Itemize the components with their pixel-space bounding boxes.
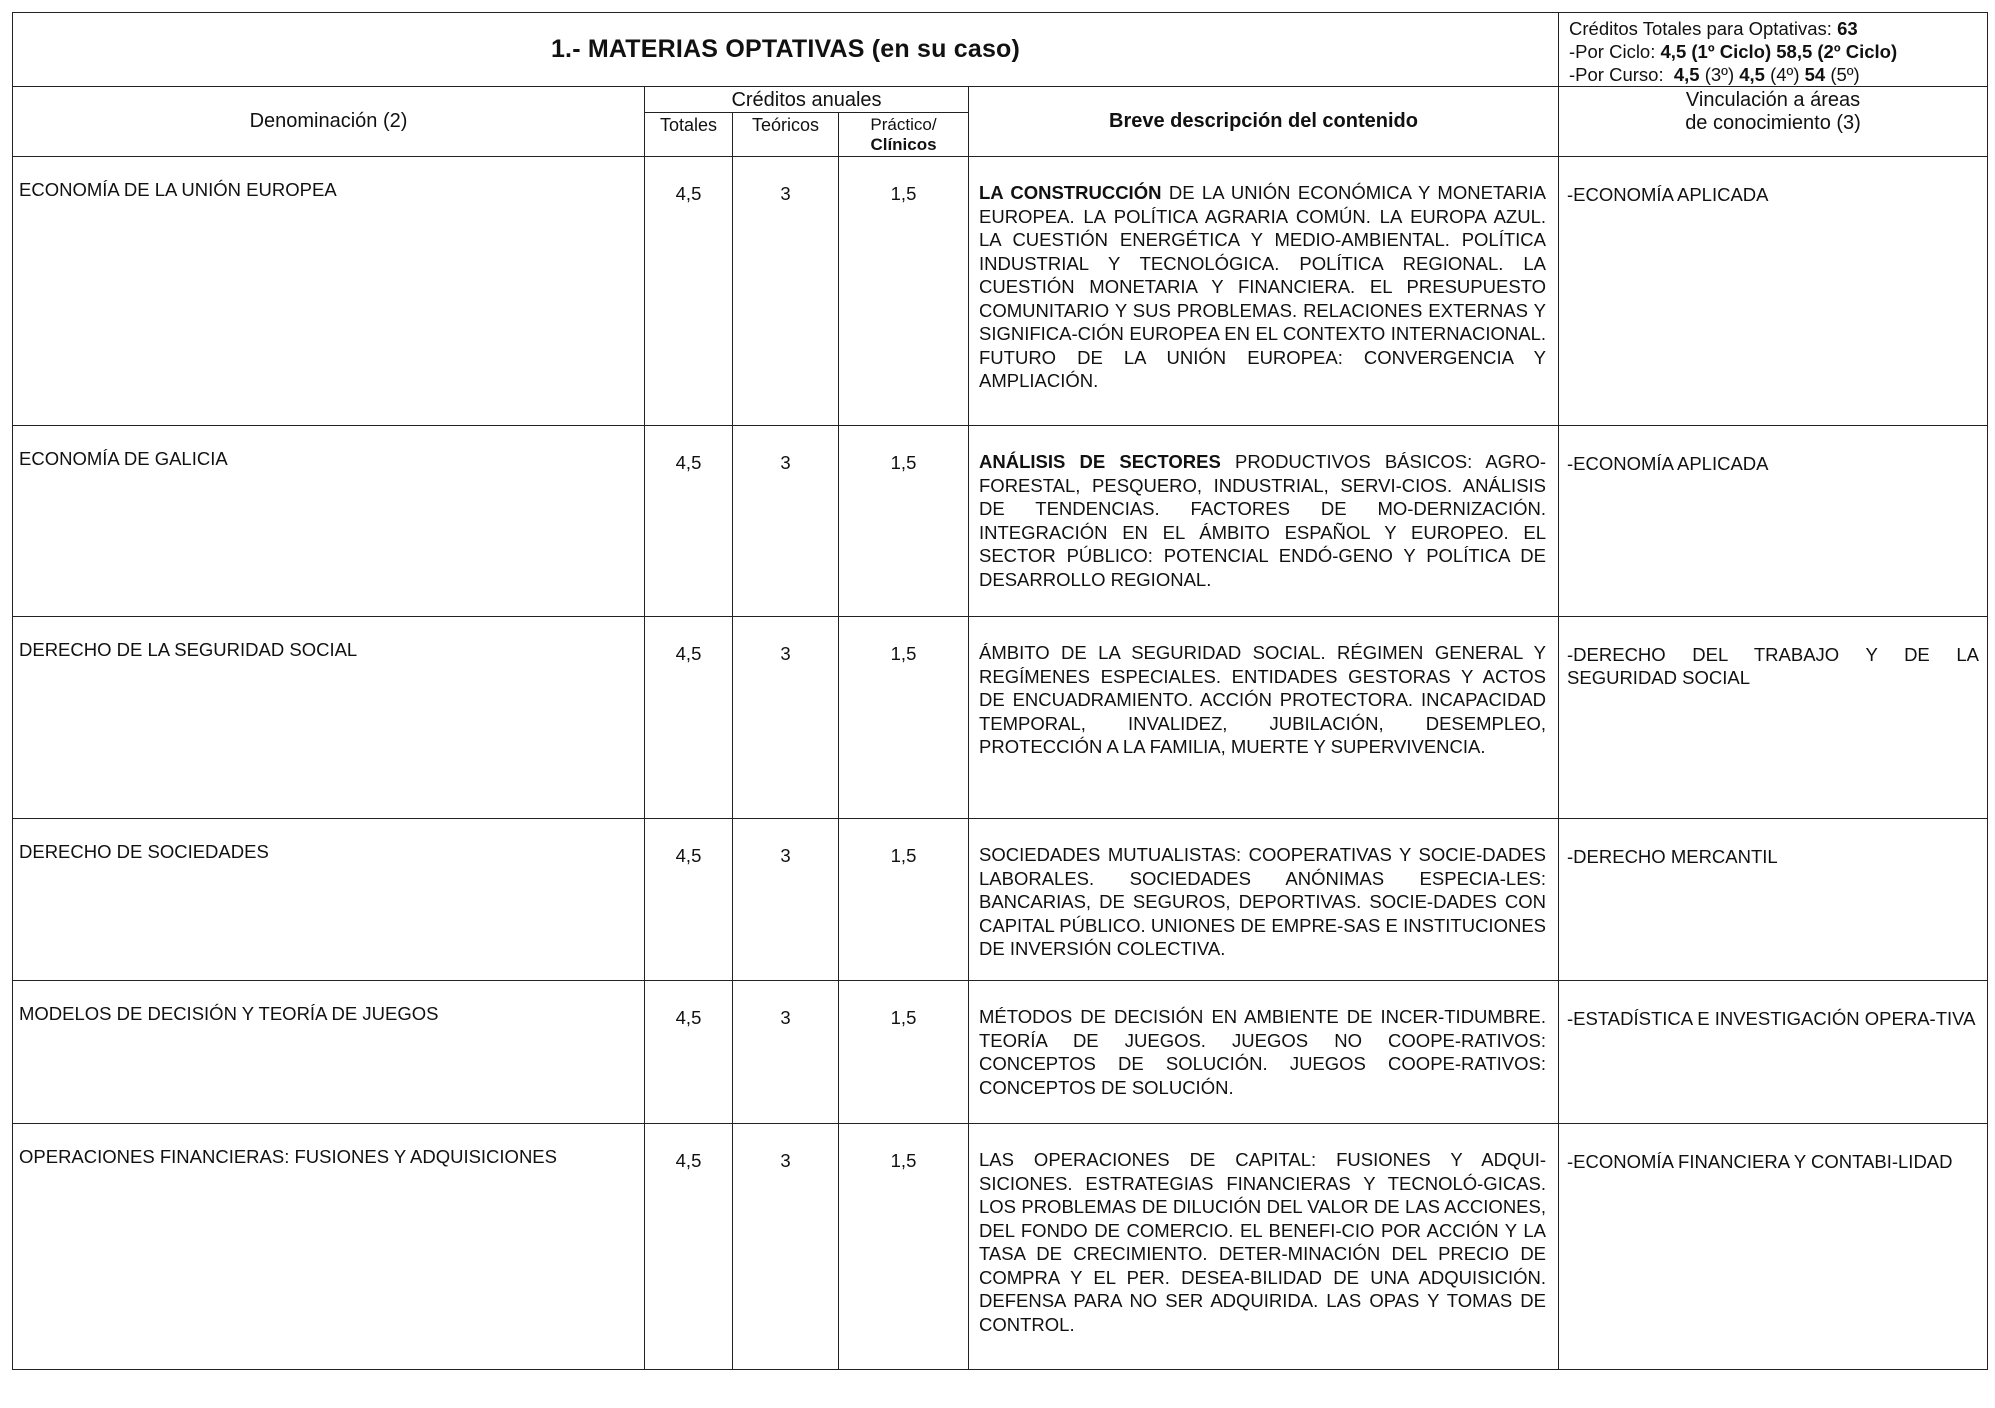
credits-curso-c1: (3º) [1704,64,1735,85]
subject-name: ECONOMÍA DE GALICIA [13,426,645,617]
credits-practicos: 1,5 [839,819,969,981]
credits-teoricos: 3 [733,426,839,617]
description-lead: LA CONSTRUCCIÓN [979,182,1162,203]
credits-ciclo-value: 4,5 (1º Ciclo) 58,5 (2º Ciclo) [1660,41,1898,62]
creditos-anuales-header: Créditos anuales [645,87,969,113]
credits-total-value: 63 [1837,18,1858,39]
credits-practicos: 1,5 [839,1124,969,1370]
description-text: MÉTODOS DE DECISIÓN EN AMBIENTE DE INCER-TIDUMBRE. TEORÍA DE JUEGOS. JUEGOS NO COOPE-RATIVOS: CONCEPTOS DE SOLUCIÓN. JUEGOS COOPE-RATIVOS: CONCEPTOS DE SOLUCIÓN. [979,1006,1547,1098]
vinculacion-header-line-1: Vinculación a áreas [1685,89,1861,111]
credits-teoricos: 3 [733,981,839,1124]
credits-curso-v1: 4,5 [1673,64,1700,85]
credits-totales: 4,5 [645,157,733,426]
description-text: DE LA UNIÓN ECONÓMICA Y MONETARIA EUROPEA. LA POLÍTICA AGRARIA COMÚN. LA EUROPA AZUL. LA CUESTIÓN ENERGÉTICA Y MEDIO-AMBIENTAL. POLÍTICA INDUSTRIAL Y TECNOLÓGICA. POLÍTICA REGIONAL. LA CUESTIÓN MONETARIA Y FINANCIERA. EL PRESUPUESTO COMUNITARIO Y SUS PROBLEMAS. RELACIONES EXTERNAS Y SIGNIFICA-CIÓN EUROPEA EN EL CONTEXTO INTERNACIONAL. FUTURO DE LA UNIÓN EUROPEA: CONVERGENCIA Y AMPLIACIÓN. [979,182,1547,391]
denominacion-header: Denominación (2) [13,87,645,157]
credits-practicos: 1,5 [839,617,969,819]
credits-teoricos: 3 [733,1124,839,1370]
practicos-header [839,113,969,157]
credits-total-label: Créditos Totales para Optativas: [1569,18,1832,39]
practicos-header-line-2: Clínicos [870,135,937,154]
subject-name: DERECHO DE SOCIEDADES [13,819,645,981]
credits-curso-c2: (4º) [1770,64,1800,85]
knowledge-area: -DERECHO MERCANTIL [1559,819,1988,981]
teoricos-header: Teóricos [733,113,839,157]
credits-summary [1559,13,1988,87]
page-title: 1.- MATERIAS OPTATIVAS (en su caso) [13,13,1559,87]
credits-practicos: 1,5 [839,981,969,1124]
optativas-table [12,12,1988,1370]
credits-totales: 4,5 [645,981,733,1124]
credits-curso-c3: (5º) [1830,64,1860,85]
credits-practicos: 1,5 [839,426,969,617]
credits-teoricos: 3 [733,157,839,426]
description-text: LAS OPERACIONES DE CAPITAL: FUSIONES Y ADQUI-SICIONES. ESTRATEGIAS FINANCIERAS Y TECNOLÓ-GICAS. LOS PROBLEMAS DE DILUCIÓN DEL VALOR DE LAS ACCIONES, DEL FONDO DE COMERCIO. EL BENEFI-CIO POR ACCIÓN Y LA TASA DE CRECIMIENTO. DETER-MINACIÓN DEL PRECIO DE COMPRA Y EL PER. DESEA-BILIDAD DE UNA ADQUISICIÓN. DEFENSA PARA NO SER ADQUIRIDA. LAS OPAS Y TOMAS DE CONTROL. [979,1149,1547,1335]
credits-curso-v3: 54 [1804,64,1826,85]
knowledge-area: -DERECHO DEL TRABAJO Y DE LA SEGURIDAD SOCIAL [1559,617,1988,819]
subject-description [969,819,1559,981]
subject-name: DERECHO DE LA SEGURIDAD SOCIAL [13,617,645,819]
column-header-row-1 [13,87,1988,113]
vinculacion-header-line-2: de conocimiento (3) [1685,112,1861,134]
subject-name: OPERACIONES FINANCIERAS: FUSIONES Y ADQUISICIONES [13,1124,645,1370]
subject-name: MODELOS DE DECISIÓN Y TEORÍA DE JUEGOS [13,981,645,1124]
subject-description [969,157,1559,426]
knowledge-area: -ECONOMÍA APLICADA [1559,426,1988,617]
credits-teoricos: 3 [733,617,839,819]
vinculacion-header [1559,87,1988,157]
optativas-document [12,12,1988,1370]
description-lead: ANÁLISIS DE SECTORES [979,451,1221,472]
credits-teoricos: 3 [733,819,839,981]
credits-totales: 4,5 [645,426,733,617]
credits-curso-line [1569,63,1981,86]
table-row [13,426,1988,617]
description-text: PRODUCTIVOS BÁSICOS: AGRO-FORESTAL, PESQUERO, INDUSTRIAL, SERVI-CIOS. ANÁLISIS DE TENDENCIAS. FACTORES DE MO-DERNIZACIÓN. INTEGRACIÓN EN EL ÁMBITO ESPAÑOL Y EUROPEO. EL SECTOR PÚBLICO: POTENCIAL ENDÓ-GENO Y POLÍTICA DE DESARROLLO REGIONAL. [979,451,1547,590]
description-text: ÁMBITO DE LA SEGURIDAD SOCIAL. RÉGIMEN GENERAL Y REGÍMENES ESPECIALES. ENTIDADES GESTORAS Y ACTOS DE ENCUADRAMIENTO. ACCIÓN PROTECTORA. INCAPACIDAD TEMPORAL, INVALIDEZ, JUBILACIÓN, DESEMPLEO, PROTECCIÓN A LA FAMILIA, MUERTE Y SUPERVIVENCIA. [979,642,1547,757]
knowledge-area: -ECONOMÍA APLICADA [1559,157,1988,426]
credits-ciclo-label: -Por Ciclo: [1569,41,1656,62]
description-text: SOCIEDADES MUTUALISTAS: COOPERATIVAS Y SOCIE-DADES LABORALES. SOCIEDADES ANÓNIMAS ESPECIA-LES: BANCARIAS, DE SEGUROS, DEPORTIVAS. SOCIE-DADES CON CAPITAL PÚBLICO. UNIONES DE EMPRE-SAS E INSTITUCIONES DE INVERSIÓN COLECTIVA. [979,844,1547,959]
table-row [13,157,1988,426]
subject-description [969,617,1559,819]
practicos-header-line-1: Práctico/ [870,115,937,134]
subject-description [969,1124,1559,1370]
totales-header: Totales [645,113,733,157]
table-row [13,819,1988,981]
credits-totales: 4,5 [645,819,733,981]
credits-ciclo-line [1569,40,1981,63]
credits-totales: 4,5 [645,1124,733,1370]
knowledge-area: -ESTADÍSTICA E INVESTIGACIÓN OPERA-TIVA [1559,981,1988,1124]
subject-name: ECONOMÍA DE LA UNIÓN EUROPEA [13,157,645,426]
table-row [13,981,1988,1124]
credits-practicos: 1,5 [839,157,969,426]
table-row [13,617,1988,819]
title-row [13,13,1988,87]
descripcion-header: Breve descripción del contenido [969,87,1559,157]
credits-totales: 4,5 [645,617,733,819]
subject-description [969,426,1559,617]
table-row [13,1124,1988,1370]
credits-curso-v2: 4,5 [1739,64,1765,85]
knowledge-area: -ECONOMÍA FINANCIERA Y CONTABI-LIDAD [1559,1124,1988,1370]
credits-total-line [1569,17,1981,40]
subject-description [969,981,1559,1124]
credits-curso-label: -Por Curso: [1569,64,1664,85]
